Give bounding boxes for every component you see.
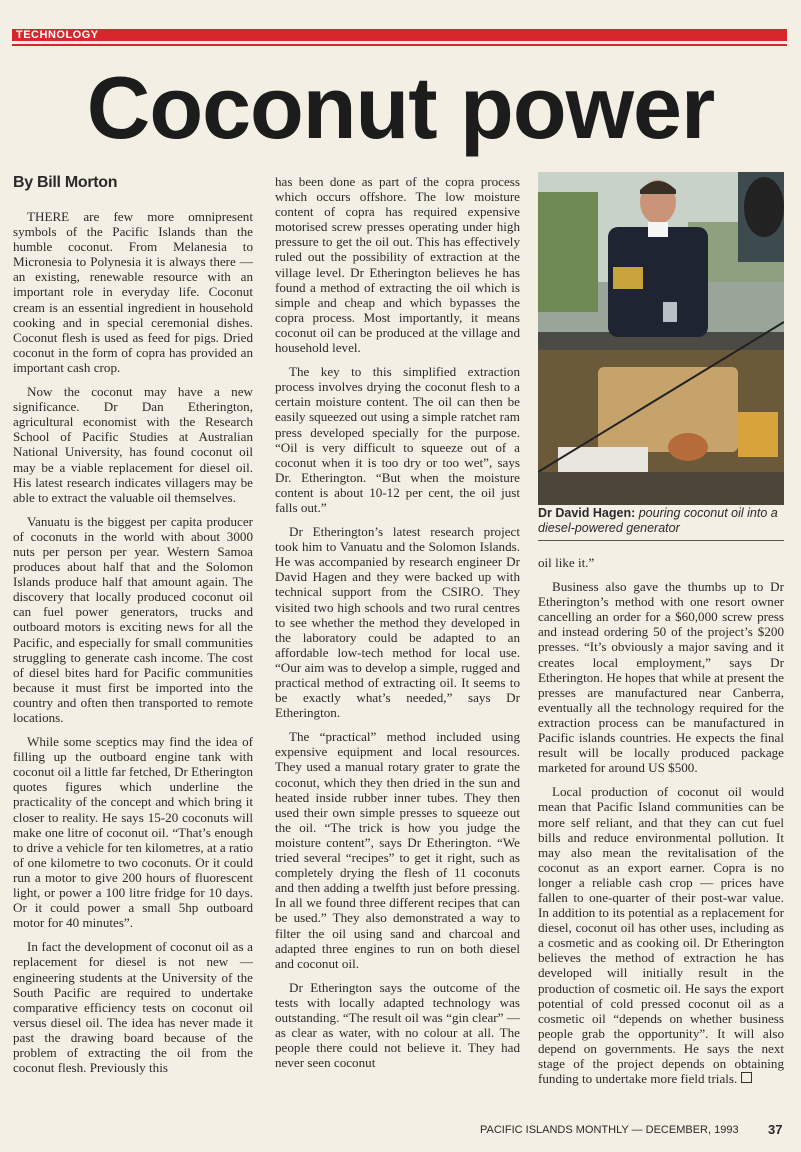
caption-name: Dr David Hagen: [538,506,636,520]
paragraph [538,784,784,1086]
paragraph: The “practical” method included using expensive equipment and local resources. They used a manual rotary grater to grate the coconut, which they then dried in the sun and heated inside rubber inner tubes. They then used their own simple presses to squeeze out the oil. “The trick is how you judge the moisture content”, says Dr Etherington. “We tried several “recipes” to get it right, such as completely drying the flesh of 11 coconuts and then adding a twelfth just before pressing. In all we found three different recipes that can be used.” They also demonstrated a way to filter the oil using sand and charcoal and adapted three engines to run on both diesel and coconut oil. [275,729,520,971]
paragraph: has been done as part of the copra process which occurs offshore. The low moisture content of copra has required expensive motorised screw presses operating under high pressure to get the oil out. This has effectively ruled out the possibility of extraction at the village level. Dr Etherington believes he has found a method of extracting the oil which is simple and cheap and which bypasses the copra process. Most importantly, it means coconut oil can be produced at the village and household level. [275,174,520,356]
section-label: TECHNOLOGY [16,29,99,41]
photo-caption [538,506,784,536]
caption-text: pouring coconut oil into a diesel-powered generator [538,506,778,535]
headline: Coconut power [86,58,715,157]
paragraph: Now the coconut may have a new significance. Dr Dan Etherington, agricultural economist with the Research School of Pacific Studies at Australian National University, has found coconut oil may be a viable replacement for diesel oil. His latest research indicates villagers may be able to extract the valuable oil themselves. [13,384,253,505]
article-column-3 [538,555,784,1095]
section-bar [12,29,787,41]
paragraph-text: Local production of coconut oil would mean that Pacific Island communities can be more self reliant, and that they can cut fuel bills and reduce environmental pollution. It may also mean the revitalisation of the coconut as an export earner. Copra is no longer a reliable cash crop — prices have fallen to one-quarter of their post-war value. In addition to its potential as a replacement for diesel, coconut oil has other uses, including as a cosmetic and as cooking oil. Dr Etherington believes the method of extraction he has developed will initially result in the production of cosmetic oil. He says the export potential of cold pressed coconut oil as a cosmetic oil “depends on whether business people grab the opportunity”. It will also depend on governments. He says the next stage of the project depends on obtaining funding to undertake more field trials. [538,784,784,1087]
byline: By Bill Morton [13,174,118,191]
paragraph: The key to this simplified extraction process involves drying the coconut flesh to a certain moisture content. The oil can then be easily squeezed out using a simple ratchet ram press developed specially for the purpose. “Oil is very difficult to squeeze out of a coconut when it is too dry or too wet”, says Dr. Etherington. “But when the moisture content is about 10-12 per cent, the oil just falls out.” [275,364,520,515]
page-number: 37 [768,1122,783,1137]
paragraph: Dr Etherington says the outcome of the tests with locally adapted technology was outstanding. “The result oil was “gin clear” — as clear as water, with no colour at all. The people there could not believe it. They had never seen coconut [275,979,520,1071]
paragraph: In fact the development of coconut oil as a replacement for diesel is not new — engineering students at the University of the South Pacific are required to undertake comparative efficiency tests on coconut oil versus diesel oil. The idea has never made it past the drawing board because of the problem of extracting the oil from the coconut flesh. Previously this [13,939,253,1076]
paragraph: THERE are few more omnipresent symbols of the Pacific Islands than the humble coconut. From Melanesia to Micronesia to Polynesia it is always there — an existing, renewable resource with an important role in everyday life. Coconut cream is an essential ingredient in household cooking and in special ceremonial dishes. Coconut flesh is used as feed for pigs. Dried coconut in the form of copra has provided an important cash crop. [13,209,253,375]
section-rule [12,44,787,46]
article-column-2 [275,174,520,1079]
paragraph: Dr Etherington’s latest research project took him to Vanuatu and the Solomon Islands. He was accompanied by research engineer Dr David Hagen and they were backed up with technical support from the CSIRO. They visited two high schools and two rural centres to see whether the method they developed in the laboratory could be adapted to an affordable low-tech method for local use. “Our aim was to develop a simple, rugged and practical method of extracting oil. It seems to be exactly what’s needed,” says Dr Etherington. [275,524,520,721]
paragraph: oil like it.” [538,555,595,570]
footer-publication: PACIFIC ISLANDS MONTHLY — DECEMBER, 1993 [480,1124,739,1136]
paragraph: Business also gave the thumbs up to Dr Etherington’s method with one resort owner cancelling an order for a $60,000 screw press and instead ordering 50 of the project’s $200 presses. “It’s obviously a major saving and it creates local employment,” says Dr Etherington. He hopes that while at present the presses are manufactured near Canberra, eventually all the technology required for the extraction process can be manufactured in Pacific islands countries. He expects the final result will be locally produced package marketed for around US $500. [538,579,784,776]
paragraph: While some sceptics may find the idea of filling up the outboard engine tank with coconut oil a little far fetched, Dr Etherington quotes figures which underline the practicality of the concept and which bring it closer to reality. He says 15-20 coconuts will make one litre of coconut oil. “That’s enough to drive a vehicle for ten kilometres, at a ratio of one kilometre to two coconuts. Or it could run a motor to give 200 hours of fluorescent light, or power a 100 litre fridge for 10 days. Or it could power a small 5hp outboard motor for 40 minutes”. [13,734,253,931]
end-mark-icon [741,1072,752,1083]
photo-generator [538,172,784,505]
article-column-1 [13,209,253,1084]
paragraph: Vanuatu is the biggest per capita producer of coconuts in the world with about 3000 nuts per person per year. Western Samoa produces about half that and the Solomon Islands produce half that amount again. The discovery that locally produced coconut oil can fuel power generators, trucks and outboard motors is exciting news for all the Pacific, and especially for small communities struggling to generate cash income. The cost of diesel bites hard for Pacific communities because it must first be imported into the country and often then transported to remote locations. [13,513,253,725]
caption-rule [538,540,784,541]
